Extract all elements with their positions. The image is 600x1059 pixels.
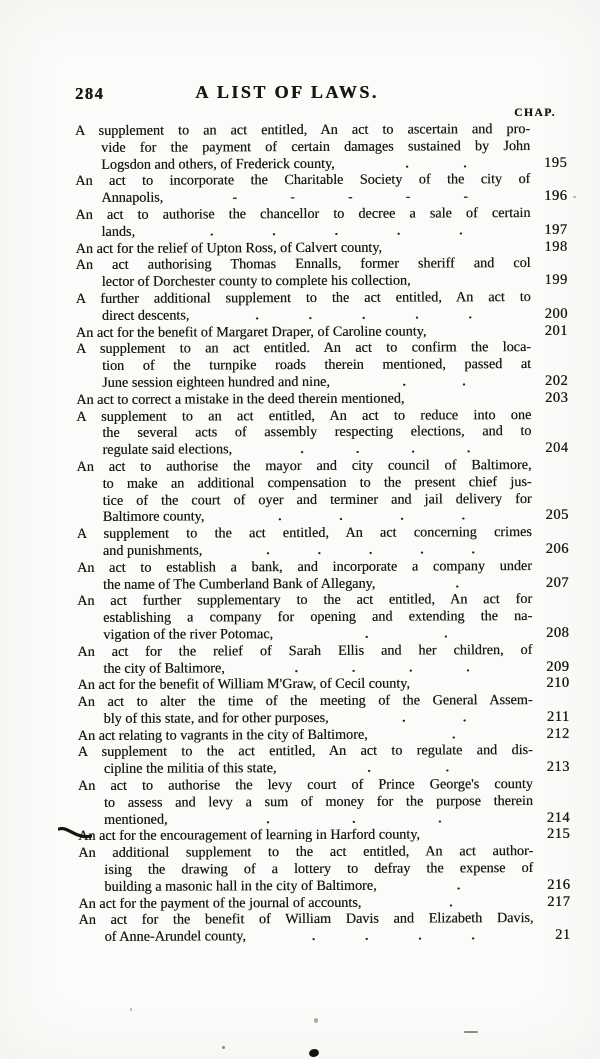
law-entry-text: June session eighteen hundred and nine, — [102, 373, 330, 391]
law-entry-text: vide for the payment of certain damages sustained by John — [101, 137, 531, 156]
chapter-number: 196 — [544, 188, 568, 205]
law-entry-text: A supplement to the act entitled, An act concerning crimes — [76, 524, 532, 543]
law-entry-text: Logsdon and others, of Frederick county, — [101, 155, 335, 173]
scan-speck — [308, 1048, 319, 1058]
law-entry-line — [76, 356, 568, 375]
chapter-number: 217 — [547, 893, 571, 910]
law-entry-line — [76, 440, 568, 459]
dot-leader: . . — [405, 154, 467, 171]
law-entry-line — [77, 490, 569, 509]
dot-leader: . . — [402, 709, 467, 725]
law-entry-text: ising the drawing of a lottery to defray the expense of — [104, 860, 534, 878]
law-entry-line — [75, 121, 567, 140]
law-entry-line — [78, 826, 570, 845]
scan-speck — [573, 196, 576, 198]
law-entry-line — [75, 154, 567, 173]
law-entry — [78, 843, 570, 896]
chapter-number: 201 — [544, 322, 568, 339]
law-entry-text: An act for the encouragement of learning in Harford county, — [78, 826, 420, 845]
law-entry-line — [78, 726, 570, 745]
law-entry-text: An act to authorise the levy court of Prince George's county — [77, 776, 533, 795]
chapter-number: 198 — [544, 238, 568, 255]
ink-swash-mark — [58, 826, 92, 840]
law-entry-text: An act for the payment of the journal of accounts, — [78, 894, 362, 912]
law-entry-text: A supplement to an act entitled, An act to reduce into one — [76, 406, 532, 425]
law-entry-line — [77, 608, 569, 627]
law-entry — [78, 910, 570, 946]
chapter-number: 215 — [546, 826, 571, 843]
law-entry-line — [77, 675, 569, 694]
law-entry-text: An act relating to vagrants in the city of Baltimore, — [77, 726, 368, 744]
law-entry-text: lands, — [101, 223, 136, 240]
law-entry-text: An act to correct a mistake in the deed therein mentioned, — [76, 390, 405, 408]
chapter-number: 202 — [544, 372, 569, 389]
law-entry-line — [78, 742, 570, 761]
law-entry-line — [77, 541, 569, 560]
scan-speck — [464, 1031, 478, 1033]
law-entry-text: An act for the relief of Sarah Ellis and her children, of — [77, 641, 533, 660]
law-entry-line — [78, 894, 570, 913]
law-entry-line — [78, 776, 570, 795]
law-entry-line — [78, 709, 570, 728]
law-entry-line — [78, 810, 570, 829]
dot-leader: . . . . . — [209, 222, 463, 239]
law-entry-text: cipline the militia of this state, — [103, 760, 277, 778]
law-entry-text: Annapolis, — [101, 189, 164, 207]
page-title: A LIST OF LAWS. — [195, 82, 379, 102]
law-entry — [76, 238, 568, 257]
chapter-number: 210 — [546, 675, 570, 692]
law-entry-line — [75, 171, 567, 190]
law-entry-text: A supplement to the act entitled, An act to regulate and dis- — [77, 742, 533, 761]
dot-leader — [398, 251, 522, 252]
dot-leader: . — [449, 894, 453, 910]
chapter-number: 212 — [546, 725, 570, 742]
law-entry-line — [76, 339, 568, 358]
chapter-number: 195 — [543, 154, 568, 171]
law-entry-line — [78, 843, 570, 862]
law-entry — [78, 742, 570, 778]
law-entry-text: establishing a company for opening and extending the na- — [103, 608, 533, 626]
scan-speck — [130, 1008, 132, 1011]
law-list — [75, 121, 571, 946]
chapter-number: 214 — [546, 809, 571, 826]
law-entry-line — [76, 272, 568, 291]
law-entry — [77, 692, 569, 728]
dot-leader: . . . . . — [255, 306, 472, 322]
law-entry-line — [75, 222, 567, 241]
law-entry-text: of Anne-Arundel county, — [104, 928, 246, 946]
law-entry-text: An act further supplementary to the act entitled, An act for — [77, 591, 533, 610]
chapter-number: 216 — [547, 876, 571, 893]
law-entry — [75, 205, 567, 241]
scan-speck — [314, 1018, 318, 1023]
law-entry-line — [77, 642, 569, 661]
law-entry-line — [76, 322, 568, 341]
law-entry-text: An act to authorise the chancellor to decree a sale of certain — [75, 204, 531, 223]
dot-leader: . . — [364, 625, 448, 641]
law-entry — [75, 171, 567, 207]
law-entry-text: An act for the benefit of William M'Graw, of Cecil county, — [77, 675, 410, 694]
chapter-column-label: CHAP. — [514, 107, 556, 119]
law-entry-line — [75, 188, 567, 207]
page-number: 284 — [75, 84, 105, 103]
law-entry — [77, 524, 569, 560]
law-entry-line — [76, 406, 568, 425]
law-entry-text: An additional supplement to the act entitled, An act author- — [78, 843, 534, 862]
chapter-number: 204 — [545, 439, 569, 457]
law-entry-line — [77, 524, 569, 543]
law-entry-text: An act authorising Thomas Ennalls, former sheriff and col — [75, 255, 531, 274]
law-entry-line — [77, 658, 569, 677]
law-entry-text: A further additional supplement to the act entitled, An act to — [75, 288, 531, 307]
law-entry-line — [78, 910, 570, 929]
law-entry-text: the city of Baltimore, — [103, 659, 225, 677]
law-entry-line — [77, 692, 569, 711]
law-entry-text: An act to establish a bank, and incorporate a company under — [76, 557, 532, 576]
chapter-number: 206 — [545, 540, 569, 557]
law-entry-line — [78, 759, 570, 778]
law-entry — [76, 406, 568, 459]
law-entry-text: lector of Dorchester county to complete his collection, — [101, 272, 411, 291]
dot-leader: . . . . — [278, 507, 465, 524]
law-entry — [77, 558, 569, 594]
law-entry — [77, 642, 569, 678]
law-entry — [75, 121, 567, 174]
chapter-number: 197 — [544, 221, 568, 238]
dot-leader: . . . — [266, 810, 442, 826]
law-entry-line — [75, 138, 567, 157]
dot-leader: . . . . — [294, 658, 470, 675]
chapter-number: 207 — [545, 574, 570, 591]
law-entry-line — [77, 474, 569, 493]
law-entry-text: An act to authorise the mayor and city council of Baltimore, — [76, 456, 532, 475]
law-entry-line — [76, 289, 568, 308]
chapter-number: 205 — [545, 507, 569, 524]
law-entry-line — [76, 306, 568, 325]
law-entry-text: building a masonic hall in the city of Baltimore, — [104, 877, 377, 895]
chapter-number: 213 — [546, 759, 570, 776]
dot-leader: - - - - - — [232, 188, 468, 205]
dot-leader: . — [456, 877, 461, 893]
law-entry-text: An act for the benefit of William Davis and Elizabeth Davis, — [78, 910, 534, 929]
law-entry-line — [77, 625, 569, 644]
law-entry — [78, 826, 570, 845]
law-entry-text: direct descents, — [101, 307, 190, 324]
law-entry-text: the several acts of assembly respecting elections, and to — [102, 423, 532, 442]
law-entry-text: An act for the relief of Upton Ross, of Calvert county, — [75, 239, 382, 257]
dot-leader: . . . . — [300, 440, 471, 457]
law-entry-line — [76, 255, 568, 274]
law-entry-line — [77, 558, 569, 577]
law-entry-line — [76, 238, 568, 257]
dot-leader: . . . . . — [266, 541, 475, 558]
page-header — [75, 82, 567, 106]
law-entry-text: A supplement to an act entitled, An act to ascertain and pro- — [75, 121, 531, 139]
chapter-number: 203 — [544, 389, 569, 406]
law-entry — [77, 675, 569, 694]
law-entry-line — [79, 927, 571, 946]
law-entry-line — [76, 457, 568, 476]
chapter-number: 209 — [546, 658, 570, 675]
law-entry-line — [76, 390, 568, 409]
law-entry-text: the name of The Cumberland Bank of Allegany, — [102, 575, 376, 593]
law-entry-line — [76, 423, 568, 442]
chapter-number: 211 — [546, 708, 570, 725]
law-entry-text: A supplement to an act entitled. An act to confirm the loca- — [75, 339, 532, 358]
law-entry-line — [76, 373, 568, 392]
law-entry — [76, 255, 568, 291]
law-entry-text: vigation of the river Potomac, — [103, 626, 274, 643]
law-entry-line — [77, 507, 569, 526]
law-entry — [76, 289, 568, 325]
dot-leader: . — [451, 726, 456, 742]
law-entry-text: Baltimore county, — [102, 508, 205, 526]
law-entry — [76, 339, 568, 392]
law-entry-text: tion of the turnpike roads therein mentioned, passed at — [102, 356, 532, 375]
law-entry — [78, 776, 570, 829]
scan-speck — [222, 1046, 225, 1049]
law-entry-text: to make an additional compensation to the present chief jus- — [102, 473, 532, 492]
law-entry-text: An act to alter the time of the meeting of the General Assem- — [77, 692, 533, 711]
law-entry-text: regulate said elections, — [102, 441, 233, 459]
dot-leader: . . — [402, 373, 466, 389]
dot-leader: . — [455, 574, 459, 590]
law-entry-text: bly of this state, and for other purposes, — [103, 709, 329, 727]
law-entry-line — [78, 793, 570, 812]
law-entry — [76, 457, 568, 526]
law-entry — [77, 591, 569, 644]
law-entry-line — [78, 860, 570, 879]
law-entry-text: to assess and levy a sum of money for the purpose therein — [103, 792, 533, 811]
law-entry-text: tice of the court of oyer and terminer and jail delivery for — [102, 490, 532, 509]
law-entry-line — [77, 591, 569, 610]
chapter-number: 199 — [544, 272, 568, 289]
law-entry-text: An act for the benefit of Margaret Draper, of Caroline county, — [75, 323, 427, 341]
law-entry — [78, 894, 570, 913]
law-entry-text: An act to incorporate the Charitable Society of the city of — [75, 171, 531, 190]
law-entry-line — [77, 574, 569, 593]
law-entry-text: mentioned, — [104, 811, 168, 828]
law-entry-line — [78, 877, 570, 896]
law-entry-text: and punishments, — [102, 542, 203, 559]
law-entry-line — [75, 205, 567, 224]
chapter-number: 21 — [555, 927, 571, 944]
law-entry — [78, 726, 570, 745]
law-entry — [76, 390, 568, 409]
law-entry — [76, 322, 568, 341]
chapter-number: 200 — [544, 305, 568, 322]
dot-leader: . . — [367, 759, 449, 776]
dot-leader: . . . . — [311, 927, 475, 944]
chapter-number: 208 — [545, 624, 570, 641]
